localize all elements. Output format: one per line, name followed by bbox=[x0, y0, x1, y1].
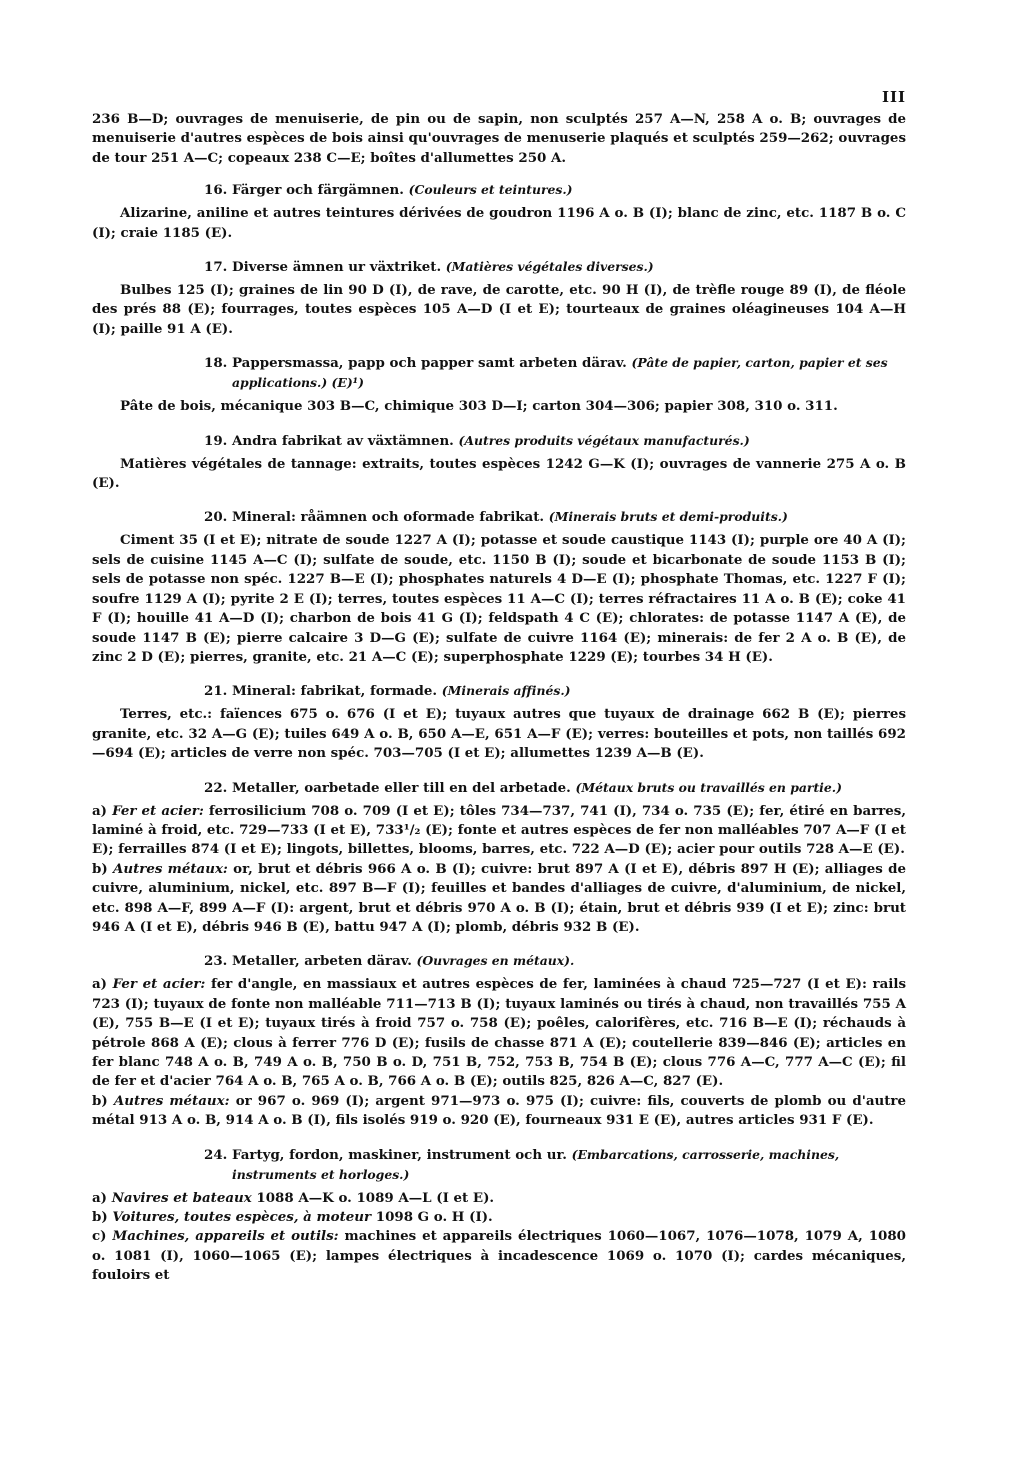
section-number: 22. bbox=[204, 779, 228, 796]
subsection-category: Fer et acier: bbox=[112, 802, 204, 819]
section-number: 18. bbox=[204, 355, 228, 372]
section-17 bbox=[92, 257, 906, 339]
section-heading bbox=[204, 951, 906, 971]
section-number: 21. bbox=[204, 683, 228, 700]
section-title-fr: (Embarcations, carrosserie, machines, instruments et horloges.) bbox=[232, 1146, 840, 1182]
subsection-label: b) bbox=[92, 1092, 108, 1109]
subsection-text: 1088 A—K o. 1089 A—L (I et E). bbox=[251, 1189, 495, 1206]
section-heading bbox=[204, 507, 906, 527]
subsection-category: Autres métaux: bbox=[113, 1092, 230, 1109]
section-title-fr: (Couleurs et teintures.) bbox=[408, 182, 573, 198]
section-18 bbox=[92, 353, 906, 416]
sections-container bbox=[92, 180, 906, 1285]
section-title: Metaller, oarbetade eller till en del arbetade. bbox=[231, 779, 571, 796]
subsection-category: Fer et acier: bbox=[112, 976, 206, 993]
subsection-paragraph bbox=[92, 1189, 906, 1208]
section-number: 20. bbox=[204, 509, 228, 526]
subsection-text: 1098 G o. H (I). bbox=[371, 1209, 493, 1226]
section-21 bbox=[92, 681, 906, 763]
subsection-label: b) bbox=[92, 860, 108, 877]
section-paragraph: Matières végétales de tannage: extraits, toutes espèces 1242 G—K (I); ouvrages de vannerie 275 A o. B (E). bbox=[92, 455, 906, 492]
section-23 bbox=[92, 951, 906, 1130]
section-heading bbox=[204, 778, 906, 798]
subsection-text: or 967 o. 969 (I); argent 971—973 o. 975 (I); cuivre: fils, couverts de plomb ou d'autre métal 913 A o. B, 914 A o. B (I), fils isolés 919 o. 920 (E), fourneaux 931 E (E), autres articles 931 F (E). bbox=[92, 1092, 906, 1129]
section-heading bbox=[204, 257, 906, 277]
page-number: III bbox=[881, 88, 906, 106]
subsection-category: Navires et bateaux bbox=[111, 1189, 252, 1206]
section-title: Andra fabrikat av växtämnen. bbox=[231, 432, 454, 449]
section-title-fr: (Ouvrages en métaux). bbox=[416, 953, 575, 969]
section-heading bbox=[204, 431, 906, 451]
section-heading bbox=[204, 180, 906, 200]
section-title: Diverse ämnen ur växtriket. bbox=[231, 259, 442, 276]
section-number: 19. bbox=[204, 432, 228, 449]
section-title: Mineral: fabrikat, formade. bbox=[231, 683, 438, 700]
subsection-label: a) bbox=[92, 802, 108, 819]
section-22 bbox=[92, 778, 906, 938]
section-number: 16. bbox=[204, 182, 228, 199]
section-title-fr: (Matières végétales diverses.) bbox=[445, 259, 654, 275]
subsection-paragraph bbox=[92, 975, 906, 1091]
intro-paragraph: 236 B—D; ouvrages de menuiserie, de pin ou de sapin, non sculptés 257 A—N, 258 A o. B; ouvrages de menuiserie d'autres espèces de bois ainsi qu'ouvrages de menuserie plaqués et sculptés 259—262; ouvrages de tour 251 A—C; copeaux 238 C—E; boîtes d'allumettes 250 A. bbox=[92, 111, 906, 166]
section-16 bbox=[92, 180, 906, 243]
section-paragraph: Pâte de bois, mécanique 303 B—C, chimique 303 D—I; carton 304—306; papier 308, 310 o. 311. bbox=[120, 398, 838, 415]
section-title: Pappersmassa, papp och papper samt arbeten därav. bbox=[231, 355, 627, 372]
subsection-paragraph bbox=[92, 1092, 906, 1131]
section-title: Mineral: råämnen och oformade fabrikat. bbox=[231, 509, 545, 526]
section-24 bbox=[92, 1145, 906, 1286]
section-paragraph: Bulbes 125 (I); graines de lin 90 D (I), de rave, de carotte, etc. 90 H (I), de trèfle rouge 89 (I), de fléole des prés 88 (E); fourrages, toutes espèces 105 A—D (I et E); tourteaux de graines oléagineuses 104 A—H (I); paille 91 A (E). bbox=[92, 282, 906, 337]
section-title: Metaller, arbeten därav. bbox=[231, 953, 412, 970]
subsection-category: Autres métaux: bbox=[112, 860, 228, 877]
section-paragraph: Alizarine, aniline et autres teintures dérivées de goudron 1196 A o. B (I); blanc de zinc, etc. 1187 B o. C (I); craie 1185 (E). bbox=[92, 205, 906, 241]
subsection-text: or, brut et débris 966 A o. B (I); cuivre: brut 897 A (I et E), débris 897 H (E); alliages de cuivre, aluminium, nickel, etc. 897 B—F (I); feuilles et bandes d'alliages de cuivre, d'aluminium, de nickel, etc. 898 A—F, 899 A—F (I): argent, brut et débris 970 A o. B (I); étain, brut et débris 939 (I et E); zinc: brut 946 A (I et E), débris 946 B (E), battu 947 A (I); plomb, débris 932 B (E). bbox=[92, 860, 906, 935]
subsection-category: Voitures, toutes espèces, à moteur bbox=[112, 1209, 372, 1226]
section-heading bbox=[204, 1145, 906, 1185]
section-title-fr: (Minerais affinés.) bbox=[441, 683, 571, 699]
section-heading bbox=[204, 353, 906, 393]
section-paragraph: Ciment 35 (I et E); nitrate de soude 1227 A (I); potasse et soude caustique 1143 (I); purple ore 40 A (I); sels de cuisine 1145 A—C (I); sulfate de soude, etc. 1150 B (I); soude et bicarbonate de soude 1153 B (I); sels de potasse non spéc. 1227 B—E (I); phosphates naturels 4 D—E (I); phosphate Thomas, etc. 1227 F (I); soufre 1129 A (I); pyrite 2 E (I); terres, toutes espèces 11 A—C (I); terres réfractaires 11 A o. B (E); coke 41 F (I); houille 41 A—D (I); charbon de bois 41 G (I); feldspath 4 C (E); chlorates: de potasse 1147 A (E), de soude 1147 B (E); pierre calcaire 3 D—G (E); sulfate de cuivre 1164 (E); minerais: de fer 2 A o. B (E), de zinc 2 D (E); pierres, granite, etc. 21 A—C (E); superphosphate 1229 (E); tourbes 34 H (E). bbox=[92, 532, 906, 665]
section-number: 17. bbox=[204, 259, 228, 276]
section-title-fr: (Autres produits végétaux manufacturés.) bbox=[458, 432, 750, 448]
subsection-label: b) bbox=[92, 1209, 108, 1226]
section-number: 23. bbox=[204, 953, 228, 970]
subsection-label: a) bbox=[92, 1189, 108, 1206]
subsection-label: a) bbox=[92, 976, 108, 993]
section-title-fr: (Métaux bruts ou travaillés en partie.) bbox=[575, 779, 842, 795]
subsection-paragraph bbox=[92, 860, 906, 938]
subsection-paragraph bbox=[92, 1227, 906, 1285]
subsection-paragraph bbox=[92, 802, 906, 860]
section-title: Färger och färgämnen. bbox=[231, 182, 404, 199]
section-paragraph: Terres, etc.: faïences 675 o. 676 (I et E); tuyaux autres que tuyaux de drainage 662 B (E); pierres granite, etc. 32 A—G (E); tuiles 649 A o. B, 650 A—E, 651 A—F (E); verres: bouteilles et pots, non taillés 692—694 (E); articles de verre non spéc. 703—705 (I et E); allumettes 1239 A—B (E). bbox=[92, 706, 906, 762]
section-20 bbox=[92, 507, 906, 667]
section-heading bbox=[204, 681, 906, 701]
subsection-category: Machines, appareils et outils: bbox=[112, 1228, 339, 1245]
subsection-text: machines et appareils électriques 1060—1067, 1076—1078, 1079 A, 1080 o. 1081 (I), 1060—1065 (E); lampes électriques à incadescence 1069 o. 1070 (I); cardes mécaniques, fouloirs et bbox=[92, 1228, 906, 1284]
section-number: 24. bbox=[204, 1146, 228, 1163]
section-title: Fartyg, fordon, maskiner, instrument och ur. bbox=[231, 1146, 567, 1163]
section-19 bbox=[92, 431, 906, 494]
section-title-fr: (Pâte de papier, carton, papier et ses applications.) (E)¹) bbox=[232, 355, 888, 391]
section-title-fr: (Minerais bruts et demi-produits.) bbox=[548, 509, 788, 525]
subsection-paragraph bbox=[92, 1208, 906, 1227]
subsection-text: ferrosilicium 708 o. 709 (I et E); tôles 734—737, 741 (I), 734 o. 735 (E); fer, étiré en barres, laminé à froid, etc. 729—733 (I et E), 733¹/₂ (E); fonte et autres espèces de fer non malléables 707 A—F (I et E); ferrailles 874 (I et E); lingots, billettes, blooms, barres, etc. 722 A—D (E); acier pour outils 728 A—E (E). bbox=[92, 802, 906, 858]
subsection-label: c) bbox=[92, 1228, 107, 1245]
subsection-text: fer d'angle, en massiaux et autres espèces de fer, laminées à chaud 725—727 (I et E): rails 723 (I); tuyaux de fonte non malléable 711—713 B (I); tuyaux laminés ou tirés à chaud, non travaillés 755 A (E), 755 B—E (I et E); tuyaux tirés à froid 757 o. 758 (E); poêles, calorifères, etc. 716 B—E (I); réchauds à pétrole 868 A (E); clous à ferrer 776 D (E); fusils de chasse 871 A (E); coutellerie 839—846 (E); articles en fer blanc 748 A o. B, 749 A o. B, 750 B o. D, 751 B, 752, 753 B, 754 B (E); clous 776 A—C, 777 A—C (E); fil de fer et d'acier 764 A o. B, 765 A o. B, 766 A o. B (E); outils 825, 826 A—C, 827 (E). bbox=[92, 976, 906, 1090]
